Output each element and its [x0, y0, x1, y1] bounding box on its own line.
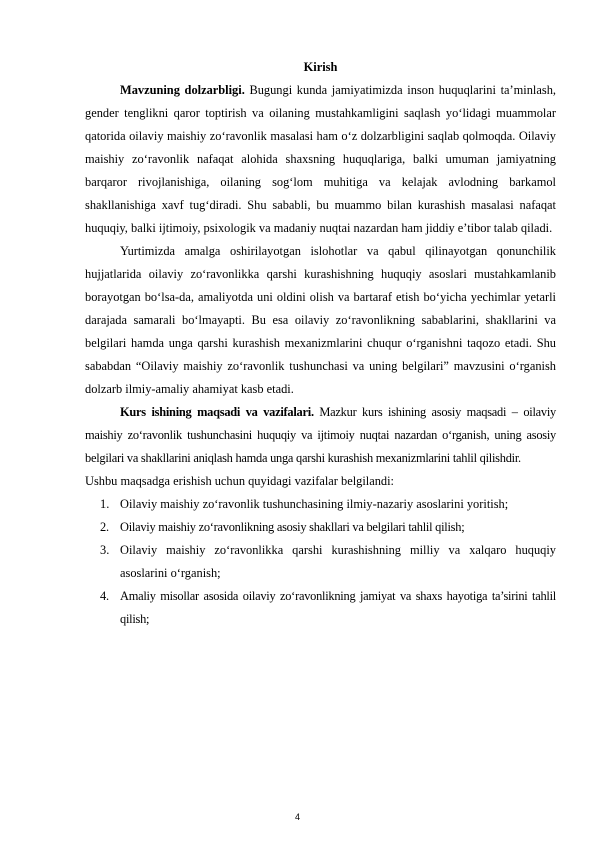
task-list — [85, 493, 556, 631]
document-page — [85, 56, 556, 631]
task-text: Oilaviy maishiy zo‘ravonlikka qarshi kurashishning milliy va xalqaro huquqiy asoslarini o‘rganish; — [120, 543, 556, 580]
page-number: 4 — [294, 812, 300, 822]
task-text: Amaliy misollar asosida oilaviy zo‘ravonlikning jamiyat va shaxs hayotiga ta’sirini tahlil qilish; — [120, 589, 556, 626]
task-number: 4. — [100, 589, 109, 603]
paragraph-text: Mazkur kurs ishining asosiy maqsadi – oilaviy maishiy zo‘ravonlik tushunchasini huquqiy va ijtimoiy nuqtai nazardan o‘rganish, uning asosiy belgilari va shakllarini aniqlash hamda unga qarshi kurashish mexanizmlarini tahlil qilishdir. — [85, 405, 556, 465]
paragraph-lead: Mavzuning dolzarbligi. — [120, 83, 245, 97]
paragraph-tasks-intro: Ushbu maqsadga erishish uchun quyidagi vazifalar belgilandi: — [85, 474, 394, 488]
paragraph-lead: Kurs ishining maqsadi va vazifalari. — [120, 405, 314, 419]
paragraph-reforms: Yurtimizda amalga oshirilayotgan islohotlar va qabul qilinayotgan qonunchilik hujjatlarida oilaviy zo‘ravonlikka qarshi kurashishning huquqiy asoslari mustahkamlanib borayotgan bo‘lsa-da, amaliyotda uni oldini olish va bartaraf etish bo‘yicha yechimlar yetarli darajada samarali bo‘lmayapti. Bu esa oilaviy zo‘ravonlikning sabablarini, shakllarini va belgilari hamda unga qarshi kurashish mexanizmlarini chuqur o‘rganishni taqozo etadi. Shu sababdan “Oilaviy maishiy zo‘ravonlik tushunchasi va uning belgilari” mavzusini o‘rganish dolzarb ilmiy-amaliy ahamiyat kasb etadi. — [85, 244, 556, 396]
task-number: 3. — [100, 543, 110, 557]
page-title: Kirish — [303, 60, 338, 74]
task-number: 1. — [100, 497, 110, 511]
task-text: Oilaviy maishiy zo‘ravonlik tushunchasining ilmiy-nazariy asoslarini yoritish; — [120, 497, 509, 511]
paragraph-text: Bugungi kunda jamiyatimizda inson huquqlarini ta’minlash, gender tenglikni qaror toptirish va oilaning mustahkamligini saqlash yo‘lidagi muammolar qatorida oilaviy maishiy zo‘ravonlik masalasi ham o‘z dolzarbligini saqlab qolmoqda. Oilaviy maishiy zo‘ravonlik nafaqat alohida shaxsning huquqlariga, balki umuman jamiyatning barqaror rivojlanishiga, oilaning sog‘lom muhitiga va kelajak avlodning barkamol shakllanishiga xavf tug‘diradi. Shu sababli, bu muammo bilan kurashish masalasi nafaqat huquqiy, balki ijtimoiy, psixologik va madaniy nuqtai nazardan ham jiddiy e’tibor talab qiladi. — [85, 83, 556, 235]
paragraph-relevance — [85, 79, 556, 240]
task-number: 2. — [100, 520, 109, 534]
paragraph-goals — [85, 401, 556, 470]
task-list-item — [100, 493, 556, 516]
task-list-item — [100, 539, 556, 585]
task-list-item — [100, 585, 556, 631]
task-text: Oilaviy maishiy zo‘ravonlikning asosiy shakllari va belgilari tahlil qilish; — [120, 520, 465, 534]
task-list-item — [100, 516, 556, 539]
